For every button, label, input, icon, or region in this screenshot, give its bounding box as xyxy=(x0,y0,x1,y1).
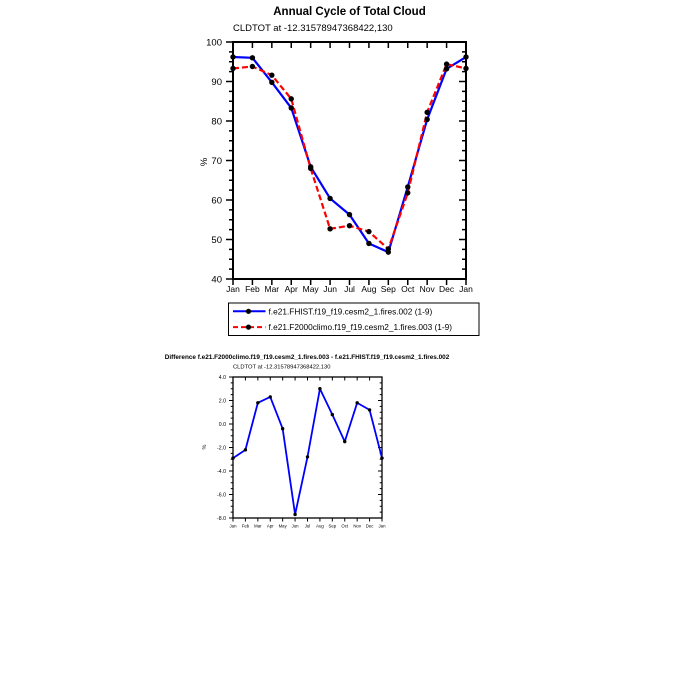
data-point xyxy=(424,117,429,122)
x-tick-label: Feb xyxy=(241,523,250,529)
data-point xyxy=(269,80,274,85)
x-tick-label: Oct xyxy=(341,523,349,529)
y-tick-label: -4.0 xyxy=(217,468,226,475)
data-point xyxy=(331,413,334,416)
x-tick-label: Mar xyxy=(264,284,280,294)
data-point xyxy=(289,105,294,110)
data-point xyxy=(289,96,294,101)
x-tick-label: Nov xyxy=(419,284,435,294)
y-tick-label: 70 xyxy=(211,155,222,167)
y-tick-label: 60 xyxy=(211,195,222,207)
y-tick-label: 2.0 xyxy=(218,398,226,405)
data-point xyxy=(368,408,371,411)
x-tick-label: Apr xyxy=(284,284,298,294)
data-point xyxy=(405,184,410,189)
y-tick-label: 0.0 xyxy=(218,421,226,428)
data-point xyxy=(347,223,352,228)
chart2-y-axis-label: % xyxy=(202,444,208,450)
data-point xyxy=(366,229,371,234)
chart1-title: Annual Cycle of Total Cloud xyxy=(273,6,426,18)
chart2-plot-area xyxy=(217,375,386,529)
x-tick-label: Apr xyxy=(266,523,274,529)
data-point xyxy=(343,440,346,443)
x-tick-label: Jan xyxy=(378,523,386,529)
data-point xyxy=(463,66,468,71)
data-point xyxy=(293,513,296,516)
plot-frame xyxy=(233,377,382,518)
x-tick-label: Jul xyxy=(344,284,355,294)
y-tick-label: -8.0 xyxy=(217,515,226,522)
x-tick-label: Nov xyxy=(353,523,361,529)
data-point xyxy=(444,66,449,71)
data-point xyxy=(405,190,410,195)
data-point xyxy=(250,64,255,69)
series-line-1 xyxy=(233,64,466,249)
data-point xyxy=(318,387,321,390)
x-tick-label: Mar xyxy=(254,523,262,529)
y-tick-label: -2.0 xyxy=(217,445,226,452)
x-tick-label: Aug xyxy=(316,523,324,529)
data-point xyxy=(327,196,332,201)
data-point xyxy=(244,448,247,451)
x-tick-label: Oct xyxy=(401,284,415,294)
y-tick-label: 80 xyxy=(211,116,222,128)
chart1-plot-area xyxy=(206,37,473,294)
data-point xyxy=(231,456,234,459)
x-tick-label: Jun xyxy=(291,523,299,529)
legend-entry-label: f.e21.F2000climo.f19_f19.cesm2_1.fires.003 (1-9) xyxy=(268,322,453,333)
x-tick-label: May xyxy=(302,284,319,294)
legend-marker-dot xyxy=(246,325,251,330)
x-tick-label: Dec xyxy=(365,523,374,529)
x-tick-label: Aug xyxy=(361,284,377,294)
chart1-y-axis-label: % xyxy=(199,157,210,167)
legend-entry-label: f.e21.FHIST.f19_f19.cesm2_1.fires.002 (1-9) xyxy=(268,306,433,317)
x-tick-label: Jan xyxy=(229,523,237,529)
x-tick-label: Sep xyxy=(380,284,396,294)
data-point xyxy=(380,456,383,459)
x-tick-label: Jun xyxy=(323,284,337,294)
data-point xyxy=(308,166,313,171)
data-point xyxy=(269,395,272,398)
y-tick-label: 50 xyxy=(211,234,222,246)
data-point xyxy=(463,54,468,59)
data-point xyxy=(306,455,309,458)
y-tick-label: -6.0 xyxy=(217,492,226,499)
x-tick-label: Sep xyxy=(328,523,337,529)
x-tick-label: Jul xyxy=(304,523,311,529)
data-point xyxy=(444,61,449,66)
chart2-subtitle: CLDTOT at -12.31578947368422,130 xyxy=(233,364,331,371)
data-point xyxy=(327,226,332,231)
x-tick-label: Dec xyxy=(439,284,455,294)
y-tick-label: 100 xyxy=(206,37,222,49)
series-line-0 xyxy=(233,57,466,252)
chart1-subtitle: CLDTOT at -12.31578947368422,130 xyxy=(233,23,393,34)
chart1-legend xyxy=(229,303,480,336)
data-point xyxy=(256,401,259,404)
data-point xyxy=(281,427,284,430)
x-tick-label: May xyxy=(278,523,287,529)
y-tick-label: 4.0 xyxy=(218,374,226,381)
x-tick-label: Feb xyxy=(245,284,260,294)
data-point xyxy=(250,55,255,60)
legend-marker-dot xyxy=(246,309,251,314)
data-point xyxy=(230,54,235,59)
data-point xyxy=(355,401,358,404)
data-point xyxy=(366,241,371,246)
y-tick-label: 40 xyxy=(211,274,222,286)
data-point xyxy=(269,72,274,77)
series-line-0 xyxy=(233,389,382,515)
data-point xyxy=(230,66,235,71)
x-tick-label: Jan xyxy=(226,284,240,294)
y-tick-label: 90 xyxy=(211,76,222,88)
data-point xyxy=(347,212,352,217)
data-point xyxy=(424,110,429,115)
chart2-title: Difference f.e21.F2000climo.f19_f19.cesm2_1.fires.003 - f.e21.FHIST.f19_f19.cesm2_1.fires.002 xyxy=(164,354,450,361)
data-point xyxy=(386,246,391,251)
x-tick-label: Jan xyxy=(459,284,473,294)
